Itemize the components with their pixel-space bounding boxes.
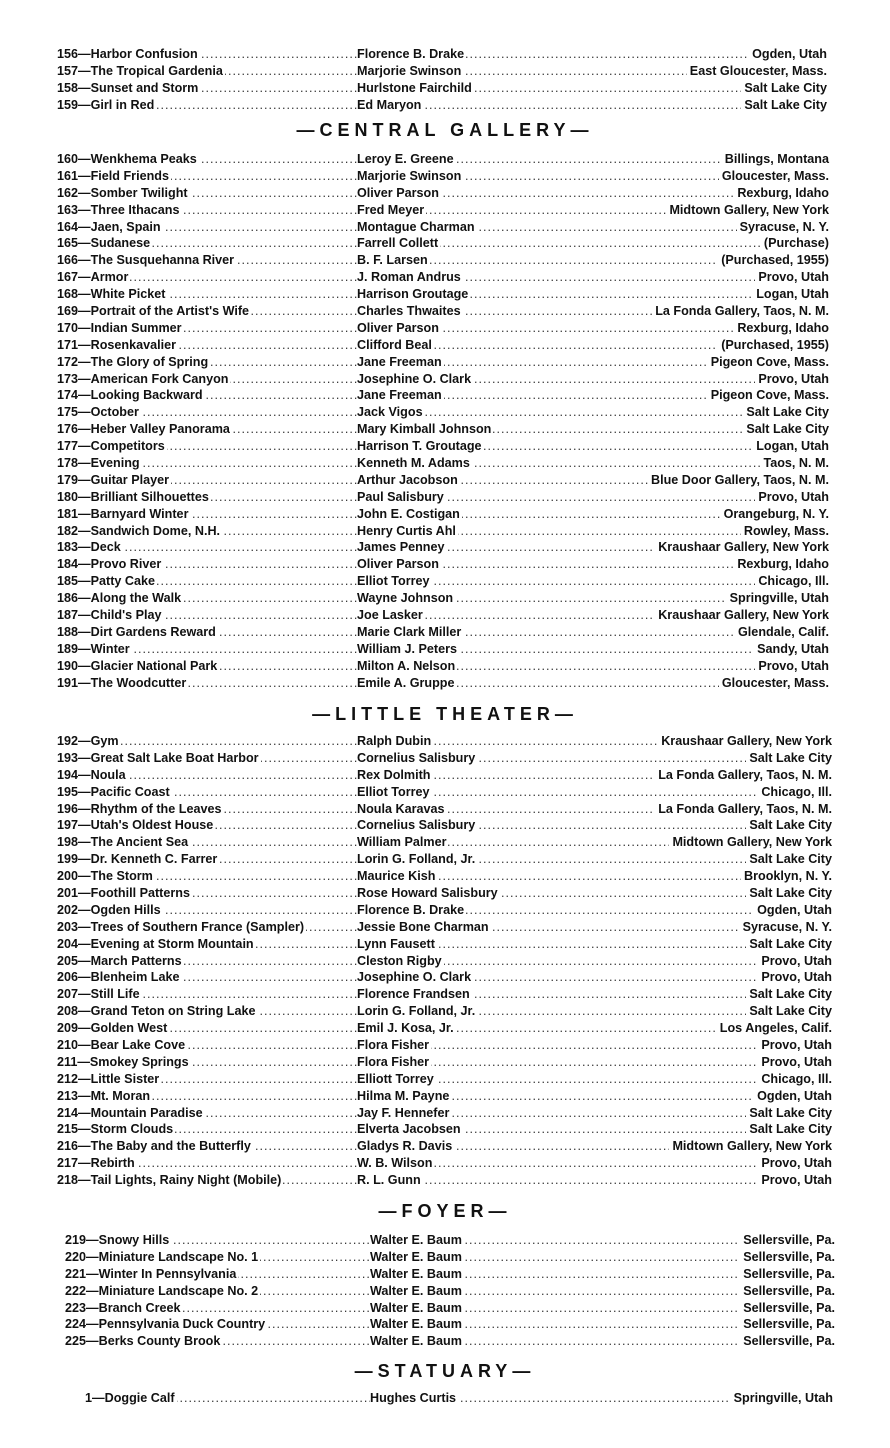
entry-title: ..... 170—Indian Summer — [57, 320, 357, 337]
entry-title: ..... 197—Utah's Oldest House — [57, 817, 357, 834]
catalog-entry — [57, 151, 829, 168]
catalog-entry — [57, 1121, 832, 1138]
entry-location: Rexburg, Idaho — [734, 320, 829, 337]
entry-title: ..... 198—The Ancient Sea — [57, 834, 357, 851]
entry-artist: ..... Farrell Collett — [357, 235, 829, 252]
catalog-entry — [57, 63, 827, 80]
catalog-entry — [57, 953, 832, 970]
catalog-entry — [57, 80, 827, 97]
entry-artist: ..... Ralph Dubin — [357, 733, 832, 750]
catalog-entry — [65, 1316, 835, 1333]
entry-location: East Gloucester, Mass. — [687, 63, 827, 80]
entry-location: (Purchase) — [761, 235, 829, 252]
entry-title: ..... 223—Branch Creek — [65, 1300, 370, 1317]
entry-title: ..... 173—American Fork Canyon — [57, 371, 357, 388]
entry-title: ..... 176—Heber Valley Panorama — [57, 421, 357, 438]
entry-location: Syracuse, N. Y. — [737, 219, 829, 236]
catalog-entry — [57, 969, 832, 986]
catalog-entry — [57, 784, 832, 801]
catalog-entry — [65, 1232, 835, 1249]
entry-artist: ..... Mary Kimball Johnson — [357, 421, 829, 438]
entry-location: Pigeon Cove, Mass. — [708, 387, 829, 404]
entry-title: ..... 171—Rosenkavalier — [57, 337, 357, 354]
entry-location: Salt Lake City — [743, 421, 829, 438]
section-little-theater — [57, 733, 832, 1189]
entry-title: ..... 192—Gym — [57, 733, 357, 750]
entry-location: Sellersville, Pa. — [740, 1316, 835, 1333]
entry-title: ..... 160—Wenkhema Peaks — [57, 151, 357, 168]
entry-title: ..... 168—White Picket — [57, 286, 357, 303]
catalog-entry — [57, 219, 829, 236]
entry-location: Rowley, Mass. — [741, 523, 829, 540]
catalog-entry — [57, 506, 829, 523]
catalog-entry — [57, 472, 829, 489]
entry-location: La Fonda Gallery, Taos, N. M. — [655, 767, 832, 784]
catalog-entry — [57, 556, 829, 573]
entry-location: Taos, N. M. — [760, 455, 829, 472]
entry-location: Salt Lake City — [746, 1003, 832, 1020]
catalog-entry — [57, 573, 829, 590]
entry-title: ..... 224—Pennsylvania Duck Country — [65, 1316, 370, 1333]
section-central-gallery — [57, 151, 829, 692]
catalog-entry — [57, 817, 832, 834]
entry-artist: ..... Ed Maryon — [357, 97, 827, 114]
entry-title: ..... 187—Child's Play — [57, 607, 357, 624]
entry-title: ..... 161—Field Friends — [57, 168, 357, 185]
entry-artist: ..... Harrison T. Groutage — [357, 438, 829, 455]
catalog-entry — [57, 590, 829, 607]
entry-artist: ..... Walter E. Baum — [370, 1249, 835, 1266]
entry-location: Salt Lake City — [741, 80, 827, 97]
entry-location: Sellersville, Pa. — [740, 1232, 835, 1249]
entry-artist: ..... Harrison Groutage — [357, 286, 829, 303]
entry-location: Midtown Gallery, New York — [666, 202, 829, 219]
entry-artist: ..... Rex Dolmith — [357, 767, 832, 784]
catalog-entry — [57, 269, 829, 286]
catalog-entry — [57, 1088, 832, 1105]
entry-location: Provo, Utah — [758, 1155, 832, 1172]
catalog-entry — [65, 1333, 835, 1350]
entry-title: ..... 201—Foothill Patterns — [57, 885, 357, 902]
entry-artist: ..... Jane Freeman — [357, 354, 829, 371]
entry-location: Kraushaar Gallery, New York — [655, 539, 829, 556]
entry-location: Salt Lake City — [746, 817, 832, 834]
entry-artist: ..... Wayne Johnson — [357, 590, 829, 607]
entry-location: Salt Lake City — [746, 1105, 832, 1122]
entry-location: Chicago, Ill. — [758, 784, 832, 801]
catalog-entry — [57, 658, 829, 675]
entry-artist: ..... J. Roman Andrus — [357, 269, 829, 286]
entry-location: Rexburg, Idaho — [734, 556, 829, 573]
entry-location: Ogden, Utah — [749, 46, 827, 63]
entry-artist: ..... Marjorie Swinson — [357, 168, 829, 185]
entry-location: Sellersville, Pa. — [740, 1266, 835, 1283]
entry-title: ..... 167—Armor — [57, 269, 357, 286]
entry-location: Provo, Utah — [755, 269, 829, 286]
catalog-entry — [57, 252, 829, 269]
catalog-entry — [65, 1266, 835, 1283]
entry-location: Salt Lake City — [746, 885, 832, 902]
entry-artist: ..... Flora Fisher — [357, 1054, 832, 1071]
entry-title: ..... 214—Mountain Paradise — [57, 1105, 357, 1122]
entry-location: Chicago, Ill. — [758, 1071, 832, 1088]
entry-title: ..... 190—Glacier National Park — [57, 658, 357, 675]
entry-title: ..... 174—Looking Backward — [57, 387, 357, 404]
entry-title: ..... 185—Patty Cake — [57, 573, 357, 590]
entry-title: ..... 211—Smokey Springs — [57, 1054, 357, 1071]
entry-artist: ..... Josephine O. Clark — [357, 969, 832, 986]
catalog-entry — [57, 185, 829, 202]
entry-location: Provo, Utah — [758, 969, 832, 986]
entry-location: Orangeburg, N. Y. — [721, 506, 829, 523]
catalog-entry — [57, 337, 829, 354]
catalog-entry — [57, 1037, 832, 1054]
entry-location: Los Angeles, Calif. — [717, 1020, 832, 1037]
catalog-entry — [57, 624, 829, 641]
catalog-entry — [57, 750, 832, 767]
entry-artist: ..... Cornelius Salisbury — [357, 817, 832, 834]
entry-artist: ..... Charles Thwaites — [357, 303, 829, 320]
entry-artist: ..... R. L. Gunn — [357, 1172, 832, 1189]
entry-title: ..... 180—Brilliant Silhouettes — [57, 489, 357, 506]
entry-location: Sellersville, Pa. — [740, 1333, 835, 1350]
entry-artist: ..... Elliot Torrey — [357, 573, 829, 590]
entry-title: ..... 204—Evening at Storm Mountain — [57, 936, 357, 953]
entry-artist: ..... Milton A. Nelson — [357, 658, 829, 675]
entry-artist: ..... Jane Freeman — [357, 387, 829, 404]
entry-location: Salt Lake City — [746, 851, 832, 868]
entry-title: ..... 188—Dirt Gardens Reward — [57, 624, 357, 641]
entry-title: ..... 196—Rhythm of the Leaves — [57, 801, 357, 818]
catalog-entry — [57, 919, 832, 936]
entry-title: ..... 181—Barnyard Winter — [57, 506, 357, 523]
entry-location: Logan, Utah — [753, 438, 829, 455]
entry-title: ..... 177—Competitors — [57, 438, 357, 455]
catalog-entry — [57, 801, 832, 818]
section-heading-statuary: —STATUARY— — [354, 1361, 536, 1381]
entry-title: ..... 210—Bear Lake Cove — [57, 1037, 357, 1054]
entry-artist: ..... Florence B. Drake — [357, 46, 827, 63]
entry-artist: ..... Emile A. Gruppe — [357, 675, 829, 692]
catalog-entry — [57, 1138, 832, 1155]
entry-title: ..... 208—Grand Teton on String Lake — [57, 1003, 357, 1020]
entry-artist: ..... B. F. Larsen — [357, 252, 829, 269]
catalog-entry — [57, 641, 829, 658]
entry-artist: ..... Elverta Jacobsen — [357, 1121, 832, 1138]
section-foyer — [65, 1232, 835, 1350]
entry-title: ..... 213—Mt. Moran — [57, 1088, 357, 1105]
catalog-entry — [57, 1155, 832, 1172]
catalog-entry — [57, 404, 829, 421]
catalog-entry — [57, 421, 829, 438]
catalog-entry — [57, 489, 829, 506]
entry-title: ..... 199—Dr. Kenneth C. Farrer — [57, 851, 357, 868]
section-heading-foyer: —FOYER— — [378, 1201, 512, 1221]
entry-location: La Fonda Gallery, Taos, N. M. — [652, 303, 829, 320]
entry-title: ..... 207—Still Life — [57, 986, 357, 1003]
catalog-entry — [57, 767, 832, 784]
catalog-entry — [57, 97, 827, 114]
entry-artist: ..... W. B. Wilson — [357, 1155, 832, 1172]
catalog-entry — [57, 168, 829, 185]
entry-artist: ..... Gladys R. Davis — [357, 1138, 832, 1155]
entry-location: Midtown Gallery, New York — [669, 1138, 832, 1155]
entry-title: ..... 203—Trees of Southern France (Sampler) — [57, 919, 357, 936]
catalog-entry — [65, 1283, 835, 1300]
entry-title: ..... 189—Winter — [57, 641, 357, 658]
entry-title: ..... 172—The Glory of Spring — [57, 354, 357, 371]
entry-artist: ..... Lynn Fausett — [357, 936, 832, 953]
catalog-entry — [57, 868, 832, 885]
entry-location: Brooklyn, N. Y. — [741, 868, 832, 885]
entry-title: ..... 164—Jaen, Spain — [57, 219, 357, 236]
entry-location: Ogden, Utah — [754, 902, 832, 919]
entry-title: ..... 186—Along the Walk — [57, 590, 357, 607]
catalog-entry — [57, 235, 829, 252]
entry-title: ..... 221—Winter In Pennsylvania — [65, 1266, 370, 1283]
entry-location: Salt Lake City — [746, 1121, 832, 1138]
entry-title: ..... 184—Provo River — [57, 556, 357, 573]
entry-title: ..... 191—The Woodcutter — [57, 675, 357, 692]
catalog-entry — [57, 885, 832, 902]
entry-title: ..... 165—Sudanese — [57, 235, 357, 252]
entry-title: ..... 205—March Patterns — [57, 953, 357, 970]
catalog-entry — [57, 986, 832, 1003]
entry-location: Pigeon Cove, Mass. — [708, 354, 829, 371]
entry-artist: ..... Florence B. Drake — [357, 902, 832, 919]
catalog-entry — [57, 1172, 832, 1189]
entry-location: (Purchased, 1955) — [718, 252, 829, 269]
section-heading-theater: —LITTLE THEATER— — [312, 704, 578, 724]
entry-location: Provo, Utah — [755, 658, 829, 675]
entry-artist: ..... Walter E. Baum — [370, 1232, 835, 1249]
entry-title: ..... 212—Little Sister — [57, 1071, 357, 1088]
entry-artist: ..... Rose Howard Salisbury — [357, 885, 832, 902]
entry-title: ..... 158—Sunset and Storm — [57, 80, 357, 97]
catalog-entry — [57, 851, 832, 868]
entry-artist: ..... William Palmer — [357, 834, 832, 851]
entry-location: Gloucester, Mass. — [719, 168, 829, 185]
entry-title: ..... 194—Noula — [57, 767, 357, 784]
entry-artist: ..... Jessie Bone Charman — [357, 919, 832, 936]
entry-title: ..... 179—Guitar Player — [57, 472, 357, 489]
catalog-entry — [57, 607, 829, 624]
entry-artist: ..... Florence Frandsen — [357, 986, 832, 1003]
entry-location: La Fonda Gallery, Taos, N. M. — [655, 801, 832, 818]
entry-title: ..... 193—Great Salt Lake Boat Harbor — [57, 750, 357, 767]
entry-artist: ..... Arthur Jacobson — [357, 472, 829, 489]
entry-title: ..... 156—Harbor Confusion — [57, 46, 357, 63]
entry-artist: ..... Oliver Parson — [357, 185, 829, 202]
entry-artist: ..... Leroy E. Greene — [357, 151, 829, 168]
catalog-entry — [57, 320, 829, 337]
entry-location: Sellersville, Pa. — [740, 1283, 835, 1300]
entry-title: ..... 183—Deck — [57, 539, 357, 556]
entry-title: ..... 169—Portrait of the Artist's Wife — [57, 303, 357, 320]
entry-artist: ..... Maurice Kish — [357, 868, 832, 885]
entry-artist: ..... Oliver Parson — [357, 556, 829, 573]
entry-location: Provo, Utah — [758, 1054, 832, 1071]
entry-title: ..... 178—Evening — [57, 455, 357, 472]
catalog-entry — [65, 1249, 835, 1266]
entry-title: ..... 162—Somber Twilight — [57, 185, 357, 202]
entry-artist: ..... Jay F. Hennefer — [357, 1105, 832, 1122]
catalog-entry — [57, 202, 829, 219]
section-top — [57, 46, 827, 114]
entry-title: ..... 182—Sandwich Dome, N.H. — [57, 523, 357, 540]
entry-artist: ..... Clifford Beal — [357, 337, 829, 354]
catalog-entry — [57, 1003, 832, 1020]
entry-title: ..... 163—Three Ithacans — [57, 202, 357, 219]
entry-artist: ..... Marjorie Swinson — [357, 63, 827, 80]
entry-location: Provo, Utah — [758, 1172, 832, 1189]
entry-artist: ..... Cleston Rigby — [357, 953, 832, 970]
catalog-entry — [57, 733, 832, 750]
entry-title: ..... 209—Golden West — [57, 1020, 357, 1037]
entry-artist: ..... William J. Peters — [357, 641, 829, 658]
entry-title: ..... 215—Storm Clouds — [57, 1121, 357, 1138]
entry-title: ..... 157—The Tropical Gardenia — [57, 63, 357, 80]
catalog-entry — [57, 455, 829, 472]
entry-artist: ..... Flora Fisher — [357, 1037, 832, 1054]
entry-artist: ..... Walter E. Baum — [370, 1333, 835, 1350]
catalog-entry — [57, 303, 829, 320]
entry-artist: ..... John E. Costigan — [357, 506, 829, 523]
entry-artist: ..... Henry Curtis Ahl — [357, 523, 829, 540]
entry-artist: ..... Hilma M. Payne — [357, 1088, 832, 1105]
entry-location: Ogden, Utah — [754, 1088, 832, 1105]
entry-location: Salt Lake City — [746, 936, 832, 953]
section-heading-central: —CENTRAL GALLERY— — [296, 120, 594, 140]
entry-location: Sellersville, Pa. — [740, 1249, 835, 1266]
entry-artist: ..... Jack Vigos — [357, 404, 829, 421]
entry-location: Provo, Utah — [755, 371, 829, 388]
entry-title: ..... 1—Doggie Calf — [85, 1390, 370, 1407]
catalog-entry — [57, 1054, 832, 1071]
entry-location: Provo, Utah — [755, 489, 829, 506]
entry-artist: ..... Hurlstone Fairchild — [357, 80, 827, 97]
entry-artist: ..... Walter E. Baum — [370, 1300, 835, 1317]
entry-location: Provo, Utah — [758, 1037, 832, 1054]
catalog-entry — [57, 371, 829, 388]
entry-artist: ..... Elliot Torrey — [357, 784, 832, 801]
entry-title: ..... 220—Miniature Landscape No. 1 — [65, 1249, 370, 1266]
entry-title: ..... 219—Snowy Hills — [65, 1232, 370, 1249]
entry-location: Chicago, Ill. — [755, 573, 829, 590]
section-statuary — [85, 1390, 833, 1407]
catalog-entry — [57, 523, 829, 540]
entry-artist: ..... Hughes Curtis — [370, 1390, 833, 1407]
entry-artist: ..... Joe Lasker — [357, 607, 829, 624]
entry-location: Sandy, Utah — [754, 641, 829, 658]
entry-title: ..... 202—Ogden Hills — [57, 902, 357, 919]
entry-artist: ..... Walter E. Baum — [370, 1283, 835, 1300]
catalog-entry — [57, 354, 829, 371]
catalog-entry — [57, 1105, 832, 1122]
catalog-entry — [57, 936, 832, 953]
entry-location: Kraushaar Gallery, New York — [658, 733, 832, 750]
entry-artist: ..... Lorin G. Folland, Jr. — [357, 1003, 832, 1020]
entry-artist: ..... Fred Meyer — [357, 202, 829, 219]
entry-artist: ..... James Penney — [357, 539, 829, 556]
entry-artist: ..... Oliver Parson — [357, 320, 829, 337]
entry-location: Rexburg, Idaho — [734, 185, 829, 202]
catalog-entry — [57, 902, 832, 919]
catalog-entry — [57, 46, 827, 63]
entry-title: ..... 175—October — [57, 404, 357, 421]
entry-artist: ..... Elliott Torrey — [357, 1071, 832, 1088]
entry-artist: ..... Montague Charman — [357, 219, 829, 236]
catalog-entry — [57, 387, 829, 404]
catalog-entry — [57, 1020, 832, 1037]
entry-artist: ..... Emil J. Kosa, Jr. — [357, 1020, 832, 1037]
entry-artist: ..... Lorin G. Folland, Jr. — [357, 851, 832, 868]
entry-artist: ..... Walter E. Baum — [370, 1316, 835, 1333]
catalog-entry — [65, 1300, 835, 1317]
entry-location: Salt Lake City — [746, 986, 832, 1003]
entry-location: Salt Lake City — [741, 97, 827, 114]
entry-location: Syracuse, N. Y. — [740, 919, 832, 936]
entry-location: Salt Lake City — [746, 750, 832, 767]
entry-title: ..... 159—Girl in Red — [57, 97, 357, 114]
entry-location: Midtown Gallery, New York — [669, 834, 832, 851]
catalog-entry — [85, 1390, 833, 1407]
entry-title: ..... 217—Rebirth — [57, 1155, 357, 1172]
entry-location: Kraushaar Gallery, New York — [655, 607, 829, 624]
entry-artist: ..... Josephine O. Clark — [357, 371, 829, 388]
entry-title: ..... 218—Tail Lights, Rainy Night (Mobile) — [57, 1172, 357, 1189]
entry-title: ..... 225—Berks County Brook — [65, 1333, 370, 1350]
catalog-entry — [57, 438, 829, 455]
entry-location: Glendale, Calif. — [735, 624, 829, 641]
entry-title: ..... 206—Blenheim Lake — [57, 969, 357, 986]
entry-location: Salt Lake City — [743, 404, 829, 421]
entry-title: ..... 222—Miniature Landscape No. 2 — [65, 1283, 370, 1300]
entry-artist: ..... Walter E. Baum — [370, 1266, 835, 1283]
entry-artist: ..... Paul Salisbury — [357, 489, 829, 506]
entry-location: Sellersville, Pa. — [740, 1300, 835, 1317]
catalog-entry — [57, 1071, 832, 1088]
entry-location: Blue Door Gallery, Taos, N. M. — [648, 472, 829, 489]
entry-location: Springville, Utah — [727, 590, 829, 607]
entry-title: ..... 195—Pacific Coast — [57, 784, 357, 801]
entry-title: ..... 216—The Baby and the Butterfly — [57, 1138, 357, 1155]
entry-location: Provo, Utah — [758, 953, 832, 970]
catalog-entry — [57, 675, 829, 692]
entry-location: Springville, Utah — [731, 1390, 833, 1407]
catalog-entry — [57, 539, 829, 556]
entry-location: Billings, Montana — [722, 151, 829, 168]
entry-location: Logan, Utah — [753, 286, 829, 303]
entry-artist: ..... Kenneth M. Adams — [357, 455, 829, 472]
entry-location: (Purchased, 1955) — [718, 337, 829, 354]
entry-location: Gloucester, Mass. — [719, 675, 829, 692]
catalog-entry — [57, 834, 832, 851]
entry-artist: ..... Cornelius Salisbury — [357, 750, 832, 767]
entry-artist: ..... Marie Clark Miller — [357, 624, 829, 641]
entry-artist: ..... Noula Karavas — [357, 801, 832, 818]
catalog-entry — [57, 286, 829, 303]
entry-title: ..... 166—The Susquehanna River — [57, 252, 357, 269]
entry-title: ..... 200—The Storm — [57, 868, 357, 885]
